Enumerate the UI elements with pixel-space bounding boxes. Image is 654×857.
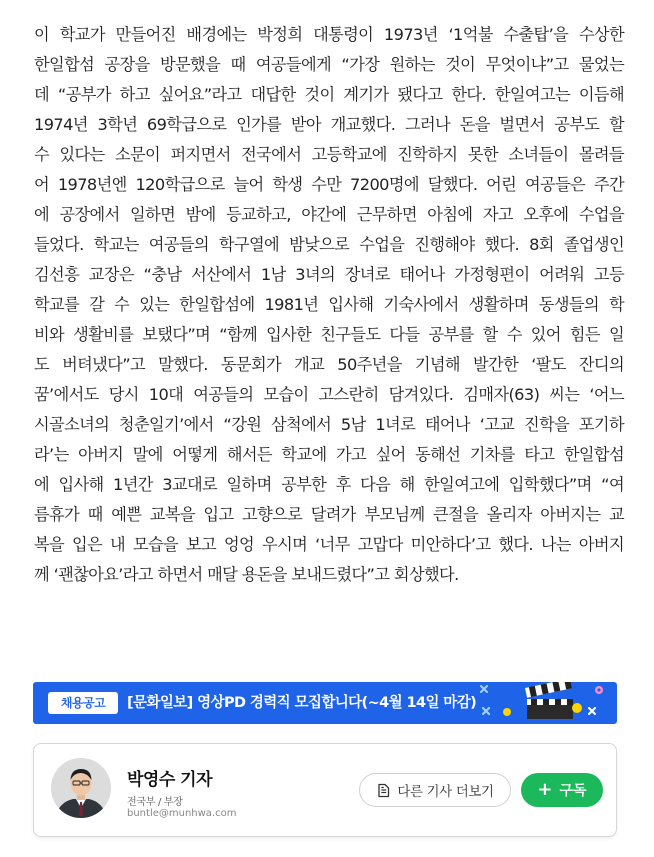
article-line: 들었다. 학교는 여공들의 학구열에 밤낮으로 수업을 진행해야 했다. 8회 졸업생인 xyxy=(34,235,624,254)
article-line: 에 입사해 1년간 3교대로 일하며 공부한 후 다음 해 한일여고에 입학했다”며 “여 xyxy=(34,475,624,494)
author-card xyxy=(33,743,617,837)
article-line: 1974년 3학년 69학급으로 인가를 받아 개교했다. 그러나 돈을 벌면서 공부도 할 xyxy=(34,115,624,134)
article-line: 름휴가 때 예쁜 교복을 입고 고향으로 달려가 부모님께 큰절을 올리자 아버지는 교 xyxy=(34,505,624,524)
author-dept: 전국부 / 부장 xyxy=(127,797,183,808)
article-line: 이 학교가 만들어진 배경에는 박정희 대통령이 1973년 ‘1억불 수출탑’을 수상한 xyxy=(34,25,624,44)
subscribe-button[interactable] xyxy=(521,773,603,807)
author-email[interactable]: buntle@munhwa.com xyxy=(127,808,237,819)
article-body xyxy=(34,20,624,590)
article-line: 시골소녀의 청춘일기’에서 “강원 삼척에서 5남 1녀로 태어나 ‘고교 진학을 포기하 xyxy=(34,415,624,434)
document-icon xyxy=(376,783,391,798)
article-line: 비와 생활비를 보탰다”며 “함께 입사한 친구들도 다들 공부를 할 수 있어 힘든 일 xyxy=(34,325,624,344)
article-line: 복을 입은 내 모습을 보고 엉엉 우시며 ‘너무 고맙다 미안하다’고 했다. 나는 아버지 xyxy=(34,535,624,554)
subscribe-label: 구독 xyxy=(559,783,587,799)
article-line: 데 “공부가 하고 싶어요”라고 대답한 것이 계기가 됐다고 한다. 한일여고는 이듬해 xyxy=(34,85,624,104)
clapperboard-icon xyxy=(477,682,617,724)
article-line: 학교를 갈 수 있는 한일합섬에 1981년 입사해 기숙사에서 생활하며 동생들의 학 xyxy=(34,295,624,314)
article-line: 김선흥 교장은 “충남 서산에서 1남 3녀의 장녀로 태어나 가정형편이 어려워 고등 xyxy=(34,265,624,284)
author-avatar[interactable] xyxy=(51,758,111,818)
author-photo xyxy=(51,758,111,818)
recruit-banner-text[interactable]: [문화일보] 영상PD 경력직 모집합니다(~4월 14일 마감) xyxy=(127,695,477,711)
recruit-banner[interactable] xyxy=(33,682,617,724)
article-paragraph xyxy=(34,20,624,590)
plus-icon: + xyxy=(537,779,553,800)
article-line: 수 있다는 소문이 퍼지면서 전국에서 고등학교에 진학하지 못한 소녀들이 몰려들 xyxy=(34,145,624,164)
article-line: 라’는 아버지 말에 어떻게 해서든 학교에 가고 싶어 동해선 기차를 타고 한일합섬 xyxy=(34,445,624,464)
article-line: 도 버텨냈다”고 말했다. 동문회가 개교 50주년을 기념해 발간한 ‘팔도 잔디의 xyxy=(34,355,624,374)
more-articles-label: 다른 기사 더보기 xyxy=(397,784,494,800)
author-name[interactable]: 박영수 기자 xyxy=(127,770,213,790)
more-articles-button[interactable] xyxy=(359,773,511,807)
article-line: 한일합섬 공장을 방문했을 때 여공들에게 “가장 원하는 것이 무엇이냐”고 물었는 xyxy=(34,55,624,74)
recruit-badge: 채용공고 xyxy=(48,692,118,714)
article-line: 에 공장에서 일하면 밤에 등교하고, 야간에 근무하면 아침에 자고 오후에 수업을 xyxy=(34,205,624,224)
article-line: 께 ‘괜찮아요’라고 하면서 매달 용돈을 보내드렸다”고 회상했다. xyxy=(34,565,459,584)
article-line: 꿈’에서도 당시 10대 여공들의 모습이 고스란히 담겨있다. 김매자(63) 씨는 ‘어느 xyxy=(34,385,624,404)
article-line: 어 1978년엔 120학급으로 늘어 학생 수만 7200명에 달했다. 어린 여공들은 주간 xyxy=(34,175,624,194)
